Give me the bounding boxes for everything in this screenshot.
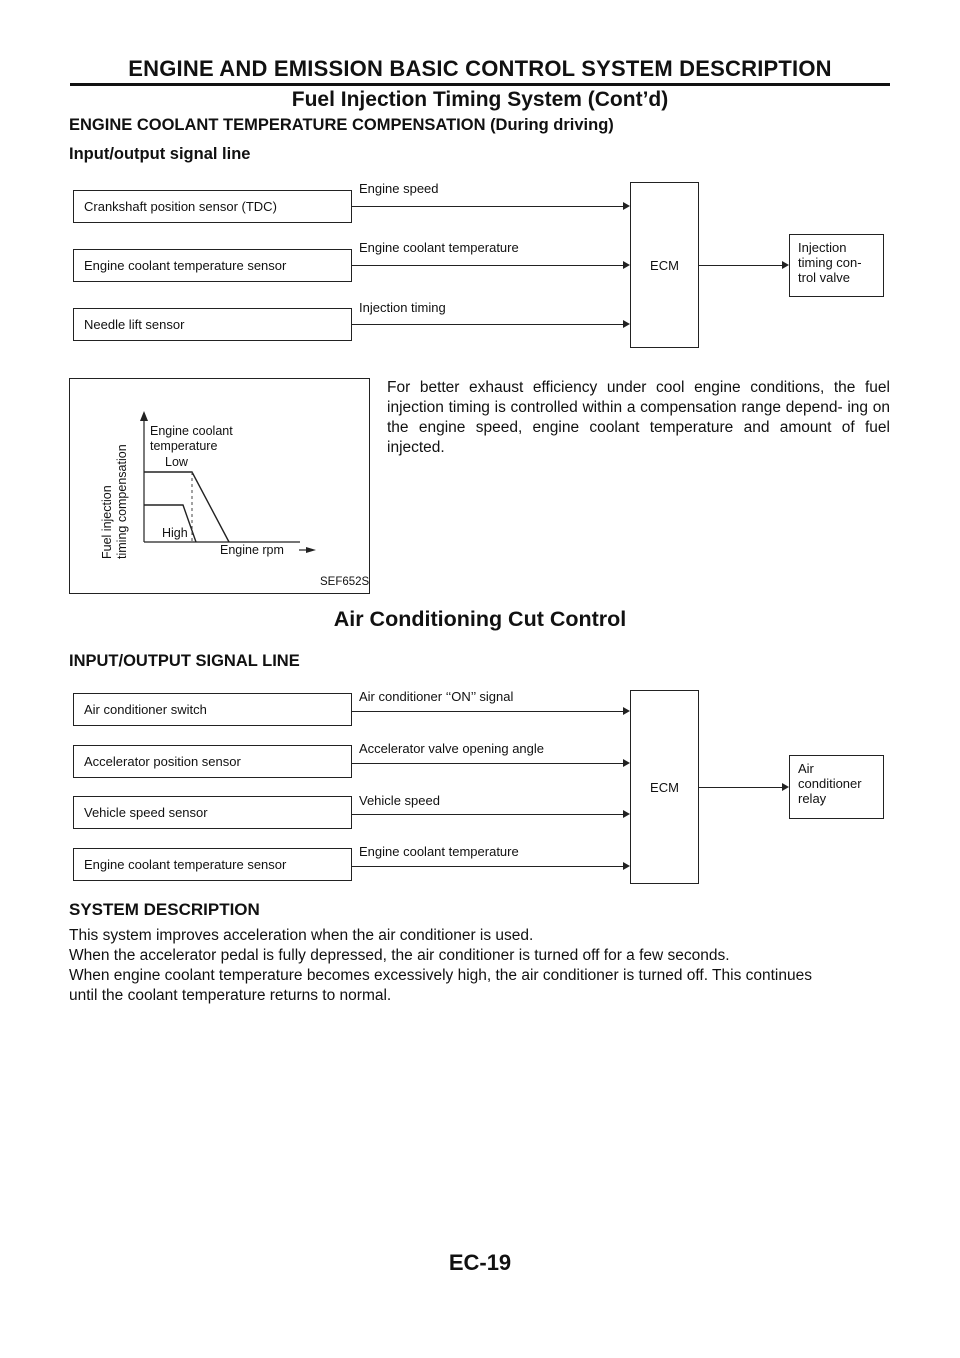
graph-timing-compensation (69, 378, 370, 594)
arrow-right-icon (782, 261, 789, 269)
input-label: Air conditioner switch (84, 702, 207, 717)
signal-label-vehicle-speed: Vehicle speed (359, 793, 440, 808)
signal-label-ac-on: Air conditioner ‘‘ON’’ signal (359, 689, 514, 704)
header-divider (70, 83, 890, 86)
input-box-coolant-sensor (73, 848, 352, 881)
input-label: Engine coolant temperature sensor (84, 258, 287, 273)
arrow-right-icon (623, 320, 630, 328)
description-line: When the accelerator pedal is fully depressed, the air conditioner is turned off for a few seconds. (69, 947, 730, 964)
graph-y-label (100, 444, 130, 559)
output-label-line: timing con- (798, 255, 862, 270)
arrow-right-icon (623, 810, 630, 818)
y-axis-arrow-icon (140, 411, 148, 421)
ecm-block (630, 182, 699, 348)
manual-header-subtitle: Fuel Injection Timing System (Cont’d) (291, 88, 669, 111)
input-label: Accelerator position sensor (84, 754, 241, 769)
graph-legend (150, 424, 233, 454)
manual-header-title: ENGINE AND EMISSION BASIC CONTROL SYSTEM DESCRIPTION (128, 56, 832, 81)
signal-line (352, 324, 624, 325)
signal-label-coolant-temp: Engine coolant temperature (359, 844, 519, 859)
compensation-paragraph: For better exhaust efficiency under cool engine conditions, the fuel injection timing is controlled within a compensation range depend- ing on the engine speed, engine coolant temperature and amount of fuel injected. (387, 379, 890, 456)
output-label-line: trol valve (798, 270, 851, 285)
description-line: This system improves acceleration when the air conditioner is used. (69, 927, 534, 944)
signal-label-engine-speed: Engine speed (359, 181, 439, 196)
arrow-right-icon (623, 202, 630, 210)
section-heading-system-description: SYSTEM DESCRIPTION (69, 900, 260, 919)
input-box-vehicle-speed-sensor (73, 796, 352, 829)
input-box-needle-lift-sensor (73, 308, 352, 341)
arrow-right-icon (782, 783, 789, 791)
signal-label-injection-timing: Injection timing (359, 300, 446, 315)
y-label-line: Fuel injection (100, 485, 114, 559)
section-title-ac-cut: Air Conditioning Cut Control (333, 607, 627, 631)
signal-line (352, 711, 624, 712)
page-number: EC-19 (448, 1250, 512, 1275)
subheading-signal-line: Input/output signal line (69, 145, 251, 163)
output-label-line: relay (798, 791, 827, 806)
input-box-crankshaft-sensor (73, 190, 352, 223)
description-line: until the coolant temperature returns to normal. (69, 987, 392, 1004)
input-label: Engine coolant temperature sensor (84, 857, 287, 872)
signal-label-coolant-temp: Engine coolant temperature (359, 240, 519, 255)
signal-line (352, 206, 624, 207)
graph-x-label: Engine rpm (220, 543, 284, 557)
output-line (699, 265, 783, 266)
output-label-line: Air (798, 761, 814, 776)
arrow-right-icon (623, 261, 630, 269)
arrow-right-icon (623, 862, 630, 870)
signal-label-accelerator-angle: Accelerator valve opening angle (359, 741, 545, 756)
section-heading-coolant-compensation: ENGINE COOLANT TEMPERATURE COMPENSATION (During driving) (69, 116, 614, 134)
output-box-ac-relay (789, 755, 884, 819)
arrow-right-icon (623, 759, 630, 767)
output-label-line: Injection (798, 240, 847, 255)
output-box-injection-valve (789, 234, 884, 297)
input-box-accelerator-sensor (73, 745, 352, 778)
output-line (699, 787, 783, 788)
signal-line (352, 763, 624, 764)
input-label: Needle lift sensor (84, 317, 185, 332)
input-box-coolant-sensor (73, 249, 352, 282)
section-heading-ac-signal: INPUT/OUTPUT SIGNAL LINE (69, 652, 300, 670)
legend-line: temperature (150, 439, 218, 453)
ecm-block (630, 690, 699, 884)
system-description-body (69, 926, 899, 1006)
input-label: Crankshaft position sensor (TDC) (84, 199, 277, 214)
graph-label-high: High (162, 526, 188, 540)
signal-line (352, 814, 624, 815)
input-label: Vehicle speed sensor (84, 805, 208, 820)
signal-line (352, 265, 624, 266)
output-label-line: conditioner (798, 776, 862, 791)
y-label-line: timing compensation (115, 444, 129, 559)
ecm-label: ECM (650, 257, 679, 273)
signal-line (352, 866, 624, 867)
legend-line: Engine coolant (150, 424, 233, 438)
description-line: When engine coolant temperature becomes excessively high, the air conditioner is turned off. This continues (69, 967, 812, 984)
input-box-ac-switch (73, 693, 352, 726)
graph-label-low: Low (165, 455, 188, 469)
arrow-right-icon (623, 707, 630, 715)
ecm-label: ECM (650, 779, 679, 795)
figure-code: SEF652S (320, 576, 370, 588)
